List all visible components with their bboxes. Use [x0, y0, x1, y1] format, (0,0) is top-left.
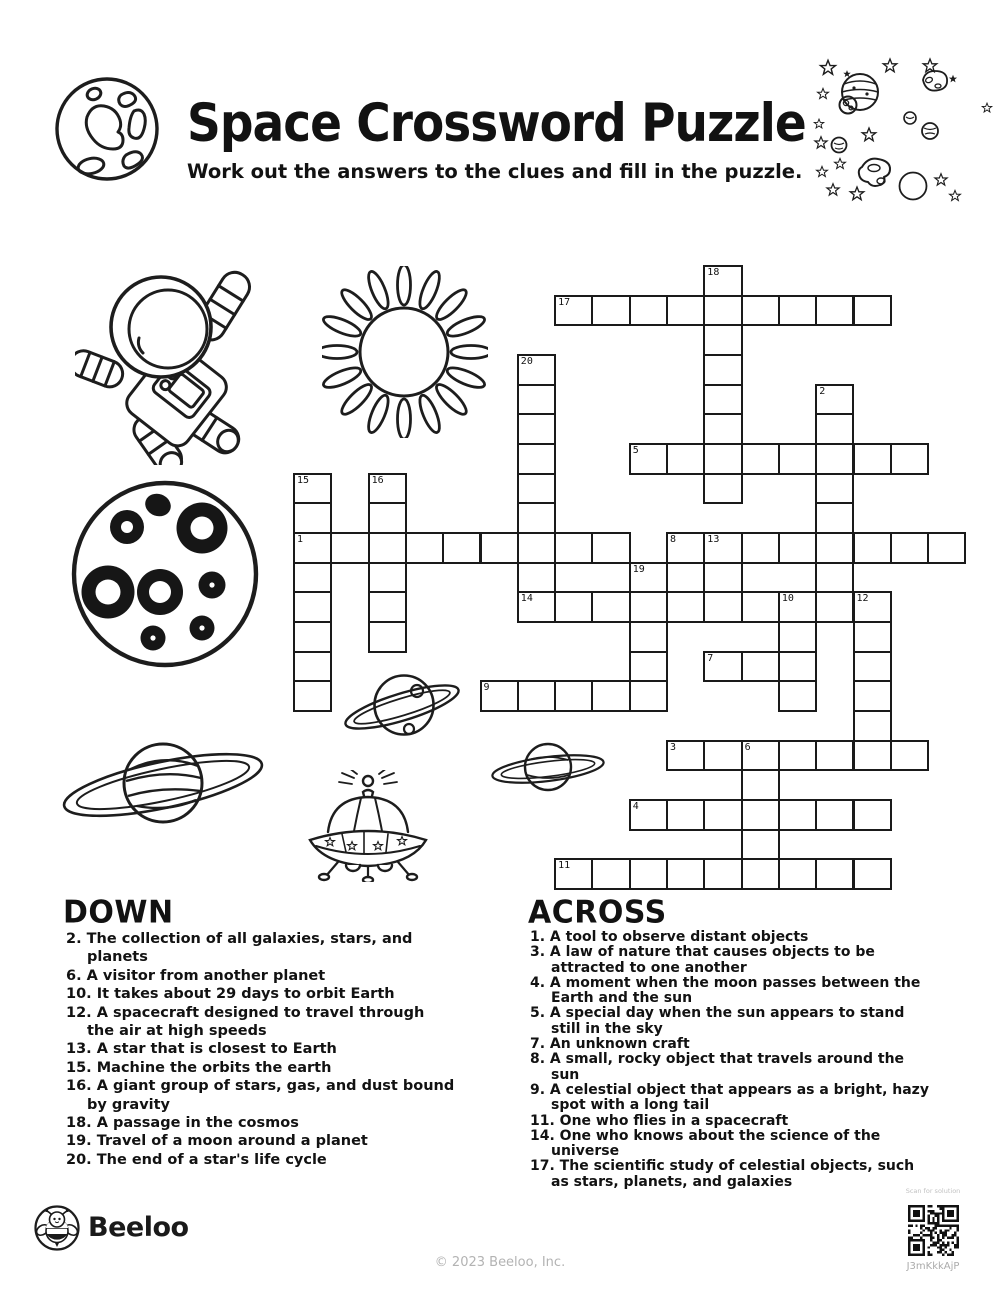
grid-cell[interactable]: [517, 384, 556, 416]
grid-cell[interactable]: [778, 621, 817, 653]
grid-cell[interactable]: [741, 591, 780, 623]
grid-cell[interactable]: [703, 324, 742, 356]
grid-cell[interactable]: [666, 858, 705, 890]
grid-cell[interactable]: [703, 354, 742, 386]
grid-cell[interactable]: [853, 799, 892, 831]
grid-cell[interactable]: [368, 502, 407, 534]
grid-cell[interactable]: [480, 532, 519, 564]
grid-cell[interactable]: [517, 502, 556, 534]
grid-cell[interactable]: [591, 295, 630, 327]
grid-cell[interactable]: [703, 473, 742, 505]
grid-cell[interactable]: [368, 591, 407, 623]
clue-item: 7. An unknown craft: [530, 1036, 690, 1053]
clue-item: 12. A spacecraft designed to travel through the air at high speeds: [66, 1004, 425, 1040]
grid-cell[interactable]: [629, 680, 668, 712]
grid-cell[interactable]: [741, 532, 780, 564]
grid-cell[interactable]: [666, 740, 705, 772]
grid-cell[interactable]: [853, 621, 892, 653]
clue-number: 8.: [530, 1051, 546, 1068]
grid-cell[interactable]: [703, 858, 742, 890]
grid-cell[interactable]: [368, 562, 407, 594]
clue-number: 5.: [530, 1005, 546, 1022]
clue-number: 7.: [530, 1036, 546, 1053]
clue-number: 19.: [66, 1133, 92, 1150]
grid-cell[interactable]: [591, 680, 630, 712]
grid-cell[interactable]: [815, 413, 854, 445]
grid-cell[interactable]: [368, 621, 407, 653]
cratered-moon-illustration: [68, 478, 264, 674]
grid-cell[interactable]: [480, 680, 519, 712]
space-doodles: [806, 46, 996, 206]
clue-number: 4.: [530, 974, 546, 991]
grid-cell[interactable]: [629, 799, 668, 831]
grid-cell[interactable]: [853, 295, 892, 327]
saturn-illustration-2: [58, 733, 274, 839]
grid-cell[interactable]: [703, 799, 742, 831]
grid-cell[interactable]: [815, 591, 854, 623]
clue-item: 4. A moment when the moon passes between the Earth and the sun: [530, 974, 921, 1007]
grid-cell[interactable]: [741, 858, 780, 890]
grid-cell[interactable]: [517, 354, 556, 386]
page-title: Space Crossword Puzzle: [187, 93, 806, 156]
grid-cell[interactable]: [554, 858, 593, 890]
grid-cell[interactable]: [368, 532, 407, 564]
grid-cell[interactable]: [778, 799, 817, 831]
clue-item: 18. A passage in the cosmos: [66, 1115, 299, 1132]
grid-cell[interactable]: [703, 265, 742, 297]
grid-cell[interactable]: [554, 295, 593, 327]
grid-cell[interactable]: [666, 295, 705, 327]
grid-cell[interactable]: [629, 562, 668, 594]
grid-cell[interactable]: [741, 769, 780, 801]
clue-item: 17. The scientific study of celestial objects, such as stars, planets, and galaxies: [530, 1158, 915, 1190]
grid-cell[interactable]: [890, 532, 929, 564]
grid-cell[interactable]: [330, 532, 369, 564]
grid-cell[interactable]: [778, 858, 817, 890]
grid-cell[interactable]: [517, 473, 556, 505]
grid-cell-number: 6: [744, 741, 751, 753]
grid-cell[interactable]: [554, 680, 593, 712]
grid-cell-number: 7: [707, 652, 714, 664]
grid-cell[interactable]: [927, 532, 966, 564]
grid-cell[interactable]: [703, 295, 742, 327]
grid-cell[interactable]: [703, 591, 742, 623]
grid-cell[interactable]: [853, 532, 892, 564]
grid-cell[interactable]: [741, 651, 780, 683]
grid-cell[interactable]: [778, 443, 817, 475]
grid-cell[interactable]: [293, 532, 332, 564]
clue-item: 13. A star that is closest to Earth: [66, 1041, 337, 1058]
grid-cell[interactable]: [293, 680, 332, 712]
bee-logo-icon: [33, 1204, 81, 1252]
grid-cell[interactable]: [703, 532, 742, 564]
clue-number: 11.: [530, 1112, 555, 1129]
clue-item: 9. A celestial object that appears as a bright, hazy spot with a long tail: [530, 1081, 929, 1114]
clue-number: 10.: [66, 986, 92, 1003]
grid-cell[interactable]: [853, 710, 892, 742]
grid-cell[interactable]: [703, 740, 742, 772]
grid-cell[interactable]: [293, 562, 332, 594]
grid-cell[interactable]: [703, 443, 742, 475]
grid-cell[interactable]: [517, 443, 556, 475]
clue-number: 18.: [66, 1115, 92, 1132]
grid-cell-number: 10: [781, 593, 794, 605]
grid-cell-number: 19: [632, 563, 645, 575]
clue-number: 13.: [66, 1041, 92, 1058]
grid-cell[interactable]: [666, 443, 705, 475]
clue-item: 2. The collection of all galaxies, stars, and planets: [66, 931, 413, 966]
grid-cell[interactable]: [741, 443, 780, 475]
grid-cell[interactable]: [815, 295, 854, 327]
grid-cell[interactable]: [629, 443, 668, 475]
grid-cell[interactable]: [517, 562, 556, 594]
grid-cell[interactable]: [741, 295, 780, 327]
grid-cell[interactable]: [815, 443, 854, 475]
grid-cell[interactable]: [293, 502, 332, 534]
grid-cell[interactable]: [890, 740, 929, 772]
copyright-text: © 2023 Beeloo, Inc.: [434, 1255, 566, 1270]
clue-number: 15.: [66, 1059, 92, 1076]
grid-cell[interactable]: [815, 384, 854, 416]
grid-cell[interactable]: [703, 562, 742, 594]
grid-cell[interactable]: [741, 829, 780, 861]
grid-cell-number: 1: [297, 533, 304, 545]
crossword-grid: [293, 265, 967, 890]
page-subtitle: Work out the answers to the clues and fill in the puzzle.: [187, 160, 803, 183]
clue-number: 20.: [66, 1151, 92, 1168]
grid-cell-number: 18: [707, 267, 720, 278]
grid-cell[interactable]: [554, 591, 593, 623]
grid-cell[interactable]: [293, 591, 332, 623]
grid-cell[interactable]: [815, 740, 854, 772]
grid-cell[interactable]: [853, 651, 892, 683]
grid-cell-number: 15: [297, 474, 310, 486]
grid-cell[interactable]: [853, 443, 892, 475]
grid-cell-number: 5: [632, 445, 639, 456]
grid-cell-number: 12: [856, 593, 869, 605]
grid-cell-number: 2: [819, 385, 826, 397]
clue-item: 16. A giant group of stars, gas, and dust bound by gravity: [66, 1078, 455, 1113]
clue-number: 2.: [66, 931, 82, 947]
grid-cell[interactable]: [666, 532, 705, 564]
across-clue-list: [530, 930, 932, 1190]
grid-cell-number: 11: [558, 860, 571, 872]
clue-item: 20. The end of a star's life cycle: [66, 1151, 327, 1168]
grid-cell[interactable]: [815, 473, 854, 505]
grid-cell[interactable]: [554, 532, 593, 564]
grid-cell[interactable]: [853, 740, 892, 772]
grid-cell[interactable]: [703, 651, 742, 683]
moon-illustration: [53, 71, 165, 187]
clue-number: 1.: [530, 929, 546, 945]
grid-cell[interactable]: [405, 532, 444, 564]
grid-cell[interactable]: [629, 858, 668, 890]
grid-cell[interactable]: [703, 413, 742, 445]
clue-number: 16.: [66, 1078, 92, 1095]
grid-cell[interactable]: [815, 562, 854, 594]
grid-cell[interactable]: [815, 799, 854, 831]
grid-cell-number: 3: [670, 741, 677, 753]
grid-cell-number: 17: [558, 296, 571, 308]
down-heading: DOWN: [63, 894, 174, 931]
grid-cell[interactable]: [629, 651, 668, 683]
grid-cell-number: 8: [670, 533, 677, 545]
grid-cell-number: 13: [707, 533, 720, 545]
grid-cell[interactable]: [517, 591, 556, 623]
brand-name: Beeloo: [88, 1212, 189, 1243]
clue-item: 1. A tool to observe distant objects: [530, 929, 809, 945]
grid-cell[interactable]: [666, 591, 705, 623]
clue-item: 5. A special day when the sun appears to stand still in the sky: [530, 1005, 905, 1037]
grid-cell[interactable]: [629, 295, 668, 327]
clue-number: 12.: [66, 1004, 92, 1021]
grid-cell[interactable]: [517, 532, 556, 564]
grid-cell[interactable]: [853, 858, 892, 890]
grid-cell[interactable]: [368, 473, 407, 505]
grid-cell[interactable]: [853, 680, 892, 712]
clue-item: 15. Machine the orbits the earth: [66, 1059, 332, 1076]
grid-cell[interactable]: [741, 740, 780, 772]
grid-cell[interactable]: [591, 858, 630, 890]
across-heading: ACROSS: [528, 894, 667, 931]
clue-item: 10. It takes about 29 days to orbit Earth: [66, 986, 395, 1003]
grid-cell[interactable]: [517, 413, 556, 445]
grid-cell[interactable]: [741, 799, 780, 831]
grid-cell[interactable]: [815, 532, 854, 564]
clue-item: 14. One who knows about the science of the universe: [530, 1127, 881, 1160]
grid-cell[interactable]: [293, 473, 332, 505]
grid-cell-number: 9: [483, 682, 490, 694]
grid-cell[interactable]: [890, 443, 929, 475]
clue-number: 14.: [530, 1127, 555, 1144]
clue-item: 19. Travel of a moon around a planet: [66, 1133, 368, 1150]
grid-cell[interactable]: [778, 295, 817, 327]
grid-cell-number: 16: [371, 474, 384, 486]
grid-cell[interactable]: [517, 680, 556, 712]
grid-cell[interactable]: [591, 591, 630, 623]
grid-cell[interactable]: [629, 591, 668, 623]
clue-item: 6. A visitor from another planet: [66, 967, 326, 984]
grid-cell-number: 20: [520, 356, 533, 367]
clue-item: 11. One who flies in a spacecraft: [530, 1112, 789, 1129]
grid-cell[interactable]: [703, 384, 742, 416]
grid-cell[interactable]: [815, 502, 854, 534]
grid-cell[interactable]: [591, 532, 630, 564]
grid-cell[interactable]: [442, 532, 481, 564]
clue-number: 17.: [530, 1158, 555, 1175]
grid-cell[interactable]: [666, 799, 705, 831]
clue-item: 3. A law of nature that causes objects to be attracted to one another: [530, 944, 875, 976]
grid-cell[interactable]: [629, 621, 668, 653]
grid-cell[interactable]: [778, 740, 817, 772]
grid-cell[interactable]: [853, 591, 892, 623]
grid-cell[interactable]: [778, 591, 817, 623]
grid-cell[interactable]: [293, 621, 332, 653]
clue-number: 6.: [66, 967, 82, 984]
grid-cell[interactable]: [815, 858, 854, 890]
solution-code: J3mKkkAjP: [906, 1261, 960, 1272]
scan-label: Scan for solution: [905, 1187, 961, 1195]
grid-cell[interactable]: [778, 532, 817, 564]
clue-number: 9.: [530, 1081, 546, 1098]
clue-item: 8. A small, rocky object that travels around the sun: [530, 1051, 905, 1083]
clue-number: 3.: [530, 944, 546, 961]
grid-cell-number: 4: [632, 800, 639, 812]
grid-cell[interactable]: [778, 651, 817, 683]
grid-cell[interactable]: [293, 651, 332, 683]
down-clue-list: [66, 930, 456, 1169]
astronaut-illustration: [75, 263, 253, 465]
grid-cell[interactable]: [778, 680, 817, 712]
grid-cell-number: 14: [520, 593, 533, 605]
qr-code: [908, 1205, 959, 1256]
